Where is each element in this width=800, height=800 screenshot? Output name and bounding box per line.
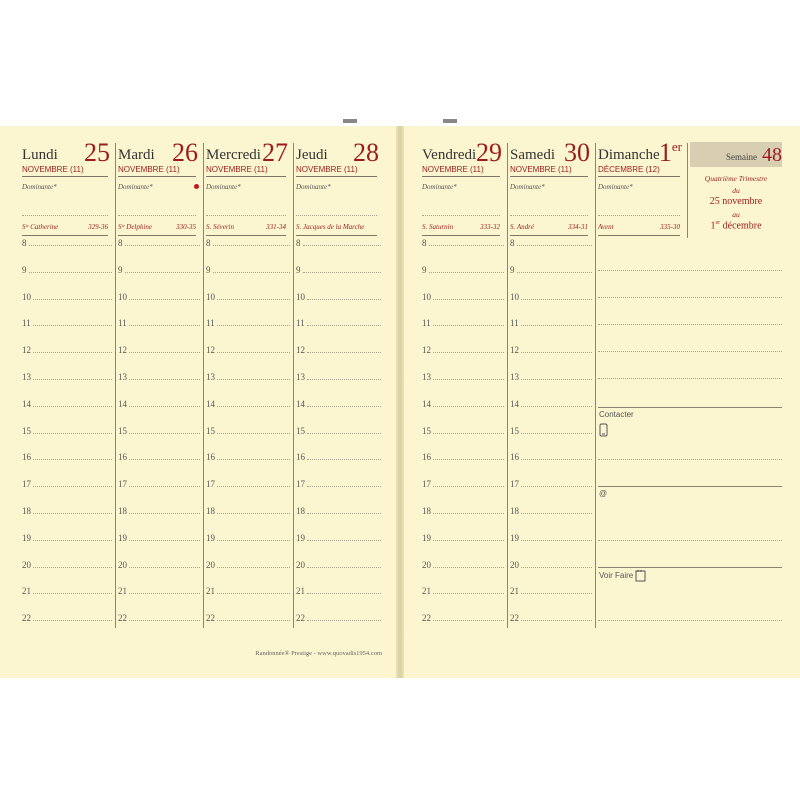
- hour-line: [29, 245, 112, 246]
- hour-line: [433, 406, 504, 407]
- day-name: Mercredi: [206, 147, 261, 163]
- quarter-du: du: [732, 186, 740, 195]
- hour-label: 11: [118, 318, 127, 329]
- hour-line: [129, 567, 200, 568]
- hour-label: 19: [510, 532, 519, 543]
- hour-line: [217, 486, 290, 487]
- dominante-label: Dominante*: [118, 183, 153, 191]
- hour-label: 12: [118, 345, 127, 356]
- month-label: NOVEMBRE (11): [296, 165, 358, 174]
- ribbon-mark-left: [343, 119, 357, 123]
- hour-line: [521, 486, 592, 487]
- hour-line: [217, 352, 290, 353]
- saint-name: S. Séverin: [206, 223, 234, 231]
- hour-label: 17: [422, 479, 431, 490]
- panel-separator: [687, 143, 688, 238]
- hour-line: [433, 486, 504, 487]
- hour-line: [433, 459, 504, 460]
- day-of-year: 335-30: [660, 223, 680, 231]
- hour-label: 8: [296, 238, 301, 248]
- day-column: [206, 140, 290, 240]
- day-name: Jeudi: [296, 147, 328, 163]
- month-label: DÉCEMBRE (12): [598, 165, 660, 174]
- hour-label: 18: [510, 506, 519, 516]
- hour-label: 9: [296, 264, 301, 275]
- note-line: [598, 270, 782, 271]
- saint-name: S. Jacques de la Marche: [296, 223, 365, 231]
- hour-line: [129, 620, 200, 621]
- hour-label: 13: [118, 372, 127, 382]
- day-name: Lundi: [22, 147, 58, 163]
- hour-label: 16: [22, 452, 31, 463]
- hour-line: [429, 245, 504, 246]
- day-number: 30: [564, 138, 590, 167]
- hour-label: 9: [22, 264, 27, 275]
- day-column: [118, 140, 200, 240]
- hour-label: 19: [22, 532, 31, 543]
- hour-label: 15: [510, 425, 519, 436]
- dominante-rule: [296, 215, 377, 216]
- hour-label: 8: [206, 238, 211, 248]
- hour-line: [217, 299, 290, 300]
- hour-line: [217, 593, 290, 594]
- hour-label: 20: [206, 559, 215, 570]
- hour-label: 13: [296, 372, 305, 382]
- ribbon-mark-right: [443, 119, 457, 123]
- hour-line: [33, 459, 112, 460]
- hour-line: [517, 245, 592, 246]
- hour-line: [129, 325, 200, 326]
- hour-line: [303, 272, 381, 273]
- hour-label: 21: [118, 586, 127, 597]
- hour-label: 14: [118, 398, 127, 409]
- hour-label: 22: [510, 613, 519, 624]
- hour-label: 21: [22, 586, 31, 597]
- hour-label: 18: [206, 506, 215, 516]
- hour-line: [521, 325, 592, 326]
- hour-line: [307, 299, 381, 300]
- hour-label: 12: [206, 345, 215, 356]
- day-column: [296, 140, 381, 240]
- hour-label: 12: [422, 345, 431, 356]
- hour-line: [433, 352, 504, 353]
- hour-label: 13: [22, 372, 31, 382]
- hour-line: [307, 352, 381, 353]
- hour-label: 22: [22, 613, 31, 624]
- saint-name: S. André: [510, 223, 534, 231]
- hour-label: 16: [206, 452, 215, 463]
- column-separator: [203, 143, 204, 628]
- dominante-rule: [118, 215, 196, 216]
- hour-line: [521, 593, 592, 594]
- hour-label: 12: [510, 345, 519, 356]
- email-at-icon: @: [599, 489, 608, 498]
- note-line: [598, 324, 782, 325]
- hour-line: [433, 540, 504, 541]
- hour-line: [33, 620, 112, 621]
- hour-label: 14: [422, 398, 431, 409]
- hour-line: [429, 272, 504, 273]
- note-line: [598, 459, 782, 460]
- voir-faire-divider: [598, 567, 782, 568]
- header-rule: [296, 176, 377, 177]
- header-rule: [510, 176, 588, 177]
- hour-line: [129, 486, 200, 487]
- day-number: 29: [476, 138, 502, 167]
- hour-label: 14: [206, 398, 215, 409]
- hour-label: 17: [510, 479, 519, 490]
- day-number: 1er: [658, 138, 682, 167]
- hour-line: [307, 406, 381, 407]
- day-number: 27: [262, 138, 288, 167]
- hour-label: 16: [296, 452, 305, 463]
- hour-line: [129, 379, 200, 380]
- hour-label: 16: [422, 452, 431, 463]
- hour-line: [217, 433, 290, 434]
- hour-label: 11: [296, 318, 305, 329]
- hour-line: [517, 272, 592, 273]
- dominante-label: Dominante*: [296, 183, 331, 191]
- header-rule: [422, 176, 500, 177]
- dominante-rule: [422, 215, 500, 216]
- day-column: [598, 140, 684, 240]
- hour-label: 20: [22, 559, 31, 570]
- hour-label: 10: [510, 291, 519, 302]
- hour-label: 9: [422, 264, 427, 275]
- hour-line: [33, 325, 112, 326]
- hour-label: 21: [510, 586, 519, 597]
- day-number: 26: [172, 138, 198, 167]
- hour-line: [33, 593, 112, 594]
- saint-rule: [296, 235, 377, 236]
- saint-name: S. Saturnin: [422, 223, 454, 231]
- hour-label: 21: [296, 586, 305, 597]
- hour-label: 12: [22, 345, 31, 356]
- hour-line: [217, 513, 290, 514]
- day-number: 28: [353, 138, 379, 167]
- quarter-au: au: [732, 210, 740, 219]
- hour-label: 22: [118, 613, 127, 624]
- saint-name: Sᵗᵉ Delphine: [118, 223, 152, 231]
- hour-line: [307, 513, 381, 514]
- hour-label: 22: [296, 613, 305, 624]
- hour-line: [33, 433, 112, 434]
- hour-line: [307, 486, 381, 487]
- hour-line: [433, 325, 504, 326]
- hour-label: 18: [422, 506, 431, 516]
- header-rule: [206, 176, 286, 177]
- saint-name: Sᵗᵉ Catherine: [22, 223, 59, 231]
- hour-label: 16: [118, 452, 127, 463]
- hour-label: 17: [118, 479, 127, 490]
- hour-line: [307, 325, 381, 326]
- hour-label: 20: [510, 559, 519, 570]
- hour-label: 14: [296, 398, 305, 409]
- hour-line: [521, 299, 592, 300]
- hour-label: 10: [422, 291, 431, 302]
- hour-label: 9: [510, 264, 515, 275]
- hour-label: 20: [422, 559, 431, 570]
- day-of-year: 334-31: [568, 223, 588, 231]
- saint-rule: [422, 235, 500, 236]
- column-separator: [595, 143, 596, 628]
- hour-line: [129, 352, 200, 353]
- hour-label: 13: [422, 372, 431, 382]
- saint-rule: [118, 235, 196, 236]
- hour-label: 20: [296, 559, 305, 570]
- hour-line: [33, 406, 112, 407]
- hour-line: [307, 567, 381, 568]
- binding-gutter: [396, 126, 404, 678]
- hour-line: [433, 567, 504, 568]
- hour-line: [129, 406, 200, 407]
- hour-line: [217, 620, 290, 621]
- hour-label: 22: [422, 613, 431, 624]
- hour-label: 8: [22, 238, 27, 248]
- hour-line: [307, 433, 381, 434]
- hour-label: 17: [22, 479, 31, 490]
- day-column: [22, 140, 112, 240]
- hour-label: 19: [118, 532, 127, 543]
- dominante-label: Dominante*: [598, 183, 633, 191]
- month-label: NOVEMBRE (11): [206, 165, 268, 174]
- day-number: 25: [84, 138, 110, 167]
- hour-label: 13: [206, 372, 215, 382]
- week-number: 48: [762, 144, 782, 166]
- hour-label: 19: [296, 532, 305, 543]
- hour-label: 10: [296, 291, 305, 302]
- quarter-end: 1er décembre: [710, 220, 762, 232]
- hour-line: [33, 352, 112, 353]
- hour-line: [307, 620, 381, 621]
- contacter-divider: [598, 407, 782, 408]
- hour-line: [217, 406, 290, 407]
- hour-label: 22: [206, 613, 215, 624]
- hour-label: 11: [510, 318, 519, 329]
- hour-label: 20: [118, 559, 127, 570]
- voir-faire-label: Voir Faire: [599, 571, 634, 580]
- hour-label: 11: [22, 318, 31, 329]
- hour-label: 9: [206, 264, 211, 275]
- hour-line: [217, 567, 290, 568]
- saint-rule: [598, 235, 680, 236]
- hour-line: [129, 593, 200, 594]
- day-name: Dimanche: [598, 147, 660, 163]
- hour-line: [33, 299, 112, 300]
- day-of-year: 333-32: [480, 223, 500, 231]
- footer-credit: Randonnée® Prestige - www.quovadis1954.com: [255, 650, 382, 657]
- hour-line: [129, 299, 200, 300]
- event-dot: [194, 184, 199, 189]
- hour-label: 15: [296, 425, 305, 436]
- hour-line: [307, 459, 381, 460]
- hour-label: 8: [510, 238, 515, 248]
- hour-label: 11: [206, 318, 215, 329]
- hour-line: [129, 433, 200, 434]
- hour-line: [303, 245, 381, 246]
- hour-label: 21: [422, 586, 431, 597]
- hour-line: [33, 567, 112, 568]
- hour-label: 14: [510, 398, 519, 409]
- header-rule: [598, 176, 680, 177]
- month-label: NOVEMBRE (11): [118, 165, 180, 174]
- hour-line: [217, 459, 290, 460]
- hour-line: [433, 299, 504, 300]
- saint-rule: [206, 235, 286, 236]
- hour-label: 18: [118, 506, 127, 516]
- hour-line: [33, 379, 112, 380]
- hour-label: 19: [422, 532, 431, 543]
- hour-line: [129, 540, 200, 541]
- hour-label: 18: [296, 506, 305, 516]
- note-line: [598, 297, 782, 298]
- day-of-year: 329-36: [88, 223, 108, 231]
- hour-label: 11: [422, 318, 431, 329]
- day-name: Samedi: [510, 147, 555, 163]
- hour-line: [521, 459, 592, 460]
- note-line: [598, 540, 782, 541]
- hour-label: 12: [296, 345, 305, 356]
- month-label: NOVEMBRE (11): [22, 165, 84, 174]
- hour-label: 21: [206, 586, 215, 597]
- hour-label: 15: [206, 425, 215, 436]
- hour-line: [521, 379, 592, 380]
- hour-label: 14: [22, 398, 31, 409]
- hour-line: [33, 540, 112, 541]
- hour-line: [307, 593, 381, 594]
- saint-rule: [22, 235, 108, 236]
- dominante-label: Dominante*: [510, 183, 545, 191]
- hour-label: 17: [206, 479, 215, 490]
- hour-line: [33, 486, 112, 487]
- notepad-icon: [635, 569, 646, 582]
- day-of-year: 330-35: [176, 223, 196, 231]
- note-line: [598, 378, 782, 379]
- dominante-label: Dominante*: [206, 183, 241, 191]
- hour-line: [521, 620, 592, 621]
- day-of-year: 331-34: [266, 223, 286, 231]
- hour-label: 16: [510, 452, 519, 463]
- hour-label: 15: [22, 425, 31, 436]
- hour-line: [433, 433, 504, 434]
- hour-label: 10: [22, 291, 31, 302]
- dominante-rule: [598, 215, 680, 216]
- hour-line: [307, 379, 381, 380]
- header-rule: [118, 176, 196, 177]
- hour-line: [521, 352, 592, 353]
- day-column: [510, 140, 592, 240]
- hour-label: 19: [206, 532, 215, 543]
- hour-label: 10: [206, 291, 215, 302]
- hour-line: [125, 272, 200, 273]
- hour-label: 8: [118, 238, 123, 248]
- contacter-label: Contacter: [599, 410, 634, 419]
- dominante-rule: [510, 215, 588, 216]
- month-label: NOVEMBRE (11): [510, 165, 572, 174]
- phone-icon: [599, 423, 608, 437]
- column-separator: [293, 143, 294, 628]
- day-name: Mardi: [118, 147, 155, 163]
- hour-line: [521, 406, 592, 407]
- hour-line: [129, 513, 200, 514]
- hour-line: [307, 540, 381, 541]
- hour-line: [433, 593, 504, 594]
- column-separator: [115, 143, 116, 628]
- column-separator: [507, 143, 508, 628]
- hour-label: 17: [296, 479, 305, 490]
- note-line: [598, 351, 782, 352]
- email-divider: [598, 486, 782, 487]
- quarter-start: 25 novembre: [709, 196, 763, 207]
- day-name: Vendredi: [422, 147, 477, 163]
- hour-label: 9: [118, 264, 123, 275]
- hour-label: 15: [118, 425, 127, 436]
- hour-line: [213, 272, 290, 273]
- dominante-label: Dominante*: [22, 183, 57, 191]
- hour-line: [521, 513, 592, 514]
- hour-label: 10: [118, 291, 127, 302]
- quarter-title: Quatrième Trimestre: [704, 174, 768, 183]
- dominante-label: Dominante*: [422, 183, 457, 191]
- saint-name: Avent: [598, 223, 614, 231]
- hour-line: [217, 540, 290, 541]
- hour-line: [433, 620, 504, 621]
- hour-line: [213, 245, 290, 246]
- day-column: [422, 140, 504, 240]
- hour-line: [433, 513, 504, 514]
- hour-line: [129, 459, 200, 460]
- hour-line: [29, 272, 112, 273]
- hour-line: [521, 433, 592, 434]
- hour-line: [125, 245, 200, 246]
- hour-line: [521, 567, 592, 568]
- hour-label: 18: [22, 506, 31, 516]
- header-rule: [22, 176, 108, 177]
- week-label: Semaine: [726, 152, 757, 162]
- hour-label: 13: [510, 372, 519, 382]
- dominante-rule: [206, 215, 286, 216]
- hour-line: [521, 540, 592, 541]
- note-line: [598, 620, 782, 621]
- dominante-rule: [22, 215, 108, 216]
- hour-line: [217, 379, 290, 380]
- hour-label: 15: [422, 425, 431, 436]
- hour-label: 8: [422, 238, 427, 248]
- saint-rule: [510, 235, 588, 236]
- hour-line: [217, 325, 290, 326]
- month-label: NOVEMBRE (11): [422, 165, 484, 174]
- hour-line: [433, 379, 504, 380]
- hour-line: [33, 513, 112, 514]
